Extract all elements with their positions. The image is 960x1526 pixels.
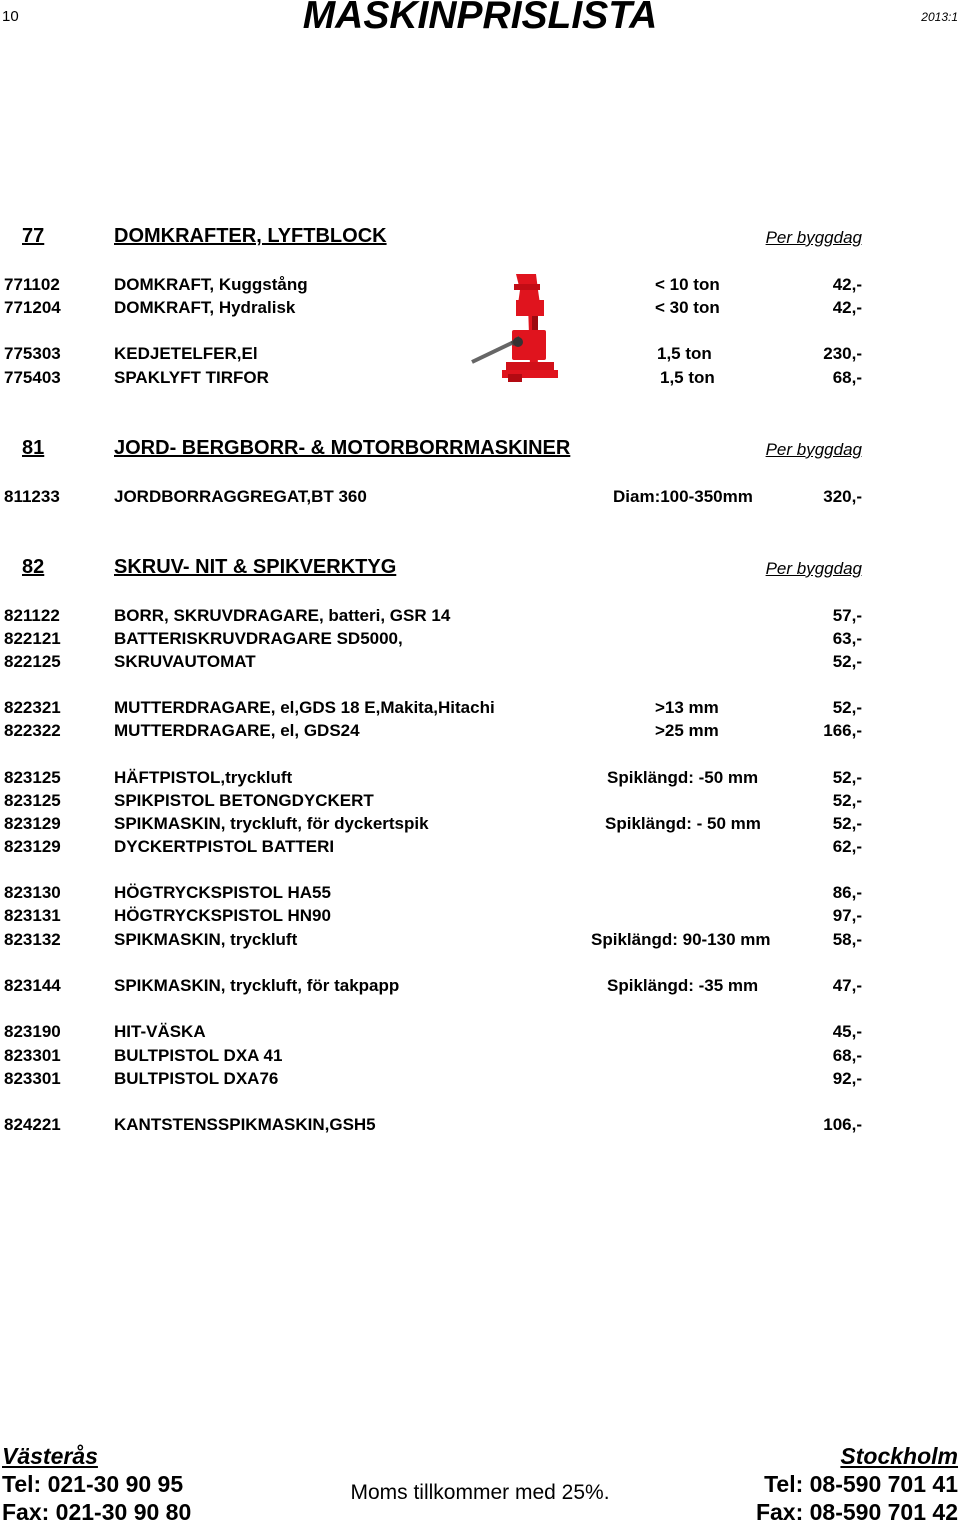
item-description: SPAKLYFT TIRFOR: [114, 368, 269, 387]
item-code: 823129: [4, 814, 61, 833]
item-code: 822322: [4, 721, 61, 740]
item-price: 52,-: [832, 814, 862, 833]
item-code: 823131: [4, 906, 61, 925]
section-title: DOMKRAFTER, LYFTBLOCK: [114, 225, 387, 247]
item-code: 775303: [4, 344, 61, 363]
item-price: 52,-: [832, 791, 862, 810]
item-price: 42,-: [832, 298, 862, 317]
item-code: 823125: [4, 791, 61, 810]
item-description: KANTSTENSSPIKMASKIN,GSH5: [114, 1115, 376, 1134]
page-title: MASKINPRISLISTA: [302, 0, 658, 37]
item-price: 62,-: [832, 837, 862, 856]
item-price: 86,-: [832, 883, 862, 902]
item-price: 45,-: [832, 1022, 862, 1041]
item-description: BATTERISKRUVDRAGARE SD5000,: [114, 629, 403, 648]
item-code: 823190: [4, 1022, 61, 1041]
section-number: 81: [22, 437, 45, 459]
item-price: 57,-: [832, 606, 862, 625]
item-spec: Spiklängd: -35 mm: [607, 976, 759, 995]
section-number: 77: [22, 225, 45, 247]
item-code: 823130: [4, 883, 61, 902]
item-spec: Spiklängd: 90-130 mm: [591, 930, 771, 949]
item-code: 823144: [4, 976, 61, 995]
item-price: 68,-: [832, 1046, 862, 1065]
item-price: 320,-: [823, 487, 862, 506]
item-price: 92,-: [832, 1069, 862, 1088]
item-code: 823301: [4, 1069, 61, 1088]
item-spec: >25 mm: [655, 721, 719, 740]
footer-right-fax: Fax: 08-590 701 42: [755, 1499, 958, 1525]
item-code: 822121: [4, 629, 61, 648]
item-code: 821122: [4, 606, 60, 625]
item-price: 230,-: [823, 344, 862, 363]
jack-icon: [468, 270, 568, 388]
item-description: MUTTERDRAGARE, el, GDS24: [114, 721, 360, 740]
item-description: DOMKRAFT, Hydralisk: [114, 298, 296, 317]
item-code: 822125: [4, 652, 61, 671]
item-description: BULTPISTOL DXA 41: [114, 1046, 283, 1065]
item-description: SPIKMASKIN, tryckluft: [114, 930, 298, 949]
item-price: 106,-: [823, 1115, 862, 1134]
item-price: 63,-: [832, 629, 862, 648]
item-description: SKRUVAUTOMAT: [114, 652, 256, 671]
item-description: JORDBORRAGGREGAT,BT 360: [114, 487, 367, 506]
item-code: 771204: [4, 298, 61, 317]
item-price: 47,-: [832, 976, 862, 995]
item-price: 52,-: [832, 698, 862, 717]
item-description: HIT-VÄSKA: [114, 1022, 206, 1041]
item-description: HÖGTRYCKSPISTOL HA55: [114, 883, 331, 902]
section-unit: Per byggdag: [765, 559, 862, 578]
footer-left-tel: Tel: 021-30 90 95: [2, 1471, 184, 1497]
section-title: SKRUV- NIT & SPIKVERKTYG: [114, 556, 397, 578]
item-description: BULTPISTOL DXA76: [114, 1069, 279, 1088]
item-spec: Spiklängd: - 50 mm: [605, 814, 761, 833]
section-unit: Per byggdag: [765, 440, 862, 459]
item-description: MUTTERDRAGARE, el,GDS 18 E,Makita,Hitachi: [114, 698, 495, 717]
item-description: BORR, SKRUVDRAGARE, batteri, GSR 14: [114, 606, 451, 625]
item-spec: >13 mm: [655, 698, 719, 717]
footer-left-city: Västerås: [2, 1443, 98, 1469]
item-description: SPIKMASKIN, tryckluft, för takpapp: [114, 976, 400, 995]
page-number: 10: [2, 8, 19, 25]
item-price: 52,-: [832, 652, 862, 671]
section-number: 82: [22, 556, 45, 578]
item-spec: < 10 ton: [655, 275, 720, 294]
item-code: 823129: [4, 837, 61, 856]
item-price: 166,-: [823, 721, 862, 740]
item-spec: Spiklängd: -50 mm: [607, 768, 759, 787]
footer-left-fax: Fax: 021-30 90 80: [2, 1499, 192, 1525]
item-description: KEDJETELFER,El: [114, 344, 258, 363]
edition-label: 2013:1: [921, 10, 958, 24]
item-price: 68,-: [832, 368, 862, 387]
item-description: DYCKERTPISTOL BATTERI: [114, 837, 335, 856]
item-code: 824221: [4, 1115, 61, 1134]
item-code: 823125: [4, 768, 61, 787]
footer-right-city: Stockholm: [840, 1443, 958, 1469]
item-description: SPIKPISTOL BETONGDYCKERT: [114, 791, 374, 810]
item-spec: 1,5 ton: [657, 344, 712, 363]
item-code: 822321: [4, 698, 61, 717]
footer-right-tel: Tel: 08-590 701 41: [764, 1471, 958, 1497]
item-code: 823132: [4, 930, 61, 949]
item-description: HÖGTRYCKSPISTOL HN90: [114, 906, 331, 925]
item-code: 771102: [4, 275, 60, 294]
item-price: 42,-: [832, 275, 862, 294]
item-price: 58,-: [832, 930, 862, 949]
item-code: 811233: [4, 487, 60, 506]
item-price: 97,-: [832, 906, 862, 925]
item-spec: 1,5 ton: [660, 368, 715, 387]
item-description: HÄFTPISTOL,tryckluft: [114, 768, 293, 787]
footer-vat-note: Moms tillkommer med 25%.: [350, 1481, 610, 1504]
section-unit: Per byggdag: [765, 228, 862, 247]
item-code: 775403: [4, 368, 61, 387]
item-description: DOMKRAFT, Kuggstång: [114, 275, 308, 294]
item-description: SPIKMASKIN, tryckluft, för dyckertspik: [114, 814, 429, 833]
item-price: 52,-: [832, 768, 862, 787]
item-spec: Diam:100-350mm: [613, 487, 753, 506]
section-title: JORD- BERGBORR- & MOTORBORRMASKINER: [114, 437, 571, 459]
item-code: 823301: [4, 1046, 61, 1065]
item-spec: < 30 ton: [655, 298, 720, 317]
